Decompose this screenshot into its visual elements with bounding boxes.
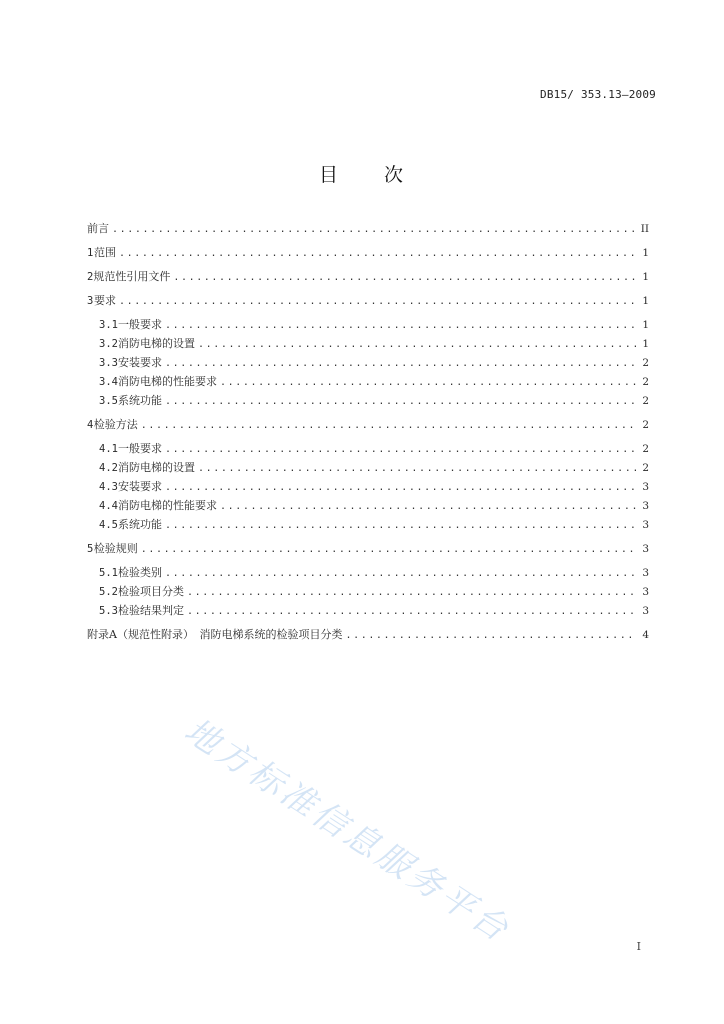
toc-entry-label: 附录A（规范性附录） 消防电梯系统的检验项目分类 [87, 628, 343, 641]
toc-entry[interactable] [87, 439, 649, 458]
toc-leader-dots [187, 583, 636, 602]
toc-leader-dots [165, 440, 636, 459]
toc-entry-page: 1 [642, 295, 649, 307]
toc-entry-number: 5.2 [99, 586, 118, 598]
toc-leader-dots [119, 292, 636, 311]
toc-entry-page: 3 [642, 481, 649, 493]
toc-entry[interactable] [87, 625, 649, 644]
toc-entry-number: 4 [87, 419, 94, 431]
toc-title-right: 次 [384, 164, 406, 186]
document-code: DB15/ 353.13—2009 [540, 88, 656, 101]
page-number: I [636, 940, 641, 953]
toc-entry-label: 一般要求 [117, 442, 162, 455]
toc-entry[interactable] [87, 415, 649, 434]
toc-entry-page: 2 [642, 443, 649, 455]
toc-leader-dots [345, 626, 636, 645]
toc-entry-number: 3.2 [99, 338, 118, 350]
toc-entry[interactable] [87, 315, 649, 334]
toc-entry-label: 一般要求 [117, 318, 162, 331]
toc-leader-dots [198, 459, 636, 478]
toc-entry-label: 消防电梯的性能要求 [117, 499, 217, 512]
toc-leader-dots [141, 416, 636, 435]
toc-leader-dots [165, 316, 636, 335]
toc-entry-number: 5 [87, 543, 94, 555]
toc-entry-number: 3.4 [99, 376, 118, 388]
toc-leader-dots [112, 220, 636, 239]
toc-entry-number: 3 [87, 295, 94, 307]
toc-title-left: 目 [318, 164, 340, 186]
toc-entry-label: 检验结果判定 [117, 604, 184, 617]
toc-entry-label: 范围 [94, 246, 117, 259]
toc-entry-label: 安装要求 [117, 356, 162, 369]
toc-entry-page: 1 [642, 319, 649, 331]
toc-entry-page: 3 [642, 543, 649, 555]
toc-entry-number: 3.3 [99, 357, 118, 369]
toc-entry[interactable] [87, 391, 649, 410]
toc-entry-page: 2 [642, 395, 649, 407]
toc-title [0, 160, 724, 187]
toc-entry-label: 消防电梯的设置 [117, 461, 195, 474]
toc-leader-dots [165, 392, 636, 411]
toc-entry-number: 3.5 [99, 395, 118, 407]
toc-entry-page: 2 [642, 376, 649, 388]
toc-entry[interactable] [87, 372, 649, 391]
toc-entry-label: 安装要求 [117, 480, 162, 493]
toc-entry-number: 5.1 [99, 567, 118, 579]
toc-leader-dots [119, 244, 636, 263]
toc-entry-page: 1 [642, 338, 649, 350]
toc-entry-label: 要求 [94, 294, 117, 307]
toc-entry-page: 3 [642, 605, 649, 617]
toc-entry[interactable] [87, 477, 649, 496]
toc-entry-page: 2 [642, 462, 649, 474]
toc-entry[interactable] [87, 334, 649, 353]
toc-entry[interactable] [87, 515, 649, 534]
toc-entry-number: 1 [87, 247, 94, 259]
toc-leader-dots [198, 335, 636, 354]
toc-entry-label: 检验规则 [93, 542, 138, 555]
toc-entry-number: 4.3 [99, 481, 118, 493]
toc-entry[interactable] [87, 291, 649, 310]
toc-entry-page: 3 [642, 586, 649, 598]
toc-entry-page: 3 [642, 519, 649, 531]
toc-entry-page: 3 [642, 567, 649, 579]
toc-entry[interactable] [87, 243, 649, 262]
toc-entry[interactable] [87, 219, 649, 238]
toc-entry[interactable] [87, 267, 649, 286]
toc-leader-dots [220, 373, 636, 392]
toc-entry-label: 规范性引用文件 [93, 270, 171, 283]
toc-leader-dots [173, 268, 636, 287]
toc-entry-number: 2 [87, 271, 94, 283]
toc-entry[interactable] [87, 458, 649, 477]
toc-leader-dots [165, 354, 636, 373]
toc-entry-label: 前言 [87, 222, 109, 235]
toc-entry-number: 4.4 [99, 500, 118, 512]
toc-entry[interactable] [87, 563, 649, 582]
toc-leader-dots [220, 497, 636, 516]
toc-leader-dots [165, 478, 636, 497]
toc-entry-number: 3.1 [99, 319, 118, 331]
toc-entry-label: 系统功能 [117, 394, 162, 407]
toc-entry-page: 1 [642, 247, 649, 259]
toc-leader-dots [165, 516, 636, 535]
toc-entry-label: 消防电梯的性能要求 [117, 375, 217, 388]
toc-leader-dots [187, 602, 636, 621]
toc-entry-page: 2 [642, 419, 649, 431]
toc-leader-dots [165, 564, 636, 583]
table-of-contents [87, 219, 649, 644]
toc-entry-page: 4 [642, 629, 649, 641]
toc-entry[interactable] [87, 582, 649, 601]
toc-entry-number: 4.2 [99, 462, 118, 474]
toc-entry-label: 系统功能 [117, 518, 162, 531]
toc-entry[interactable] [87, 601, 649, 620]
toc-leader-dots [141, 540, 636, 559]
toc-entry-number: 4.5 [99, 519, 118, 531]
toc-entry-label: 检验类别 [117, 566, 162, 579]
watermark-text: 地方标准信息服务平台 [177, 710, 518, 952]
toc-entry-page: II [640, 223, 649, 235]
toc-entry-label: 检验方法 [93, 418, 138, 431]
toc-entry-page: 1 [642, 271, 649, 283]
toc-entry-label: 消防电梯的设置 [117, 337, 195, 350]
toc-entry-page: 3 [642, 500, 649, 512]
toc-entry-number: 4.1 [99, 443, 118, 455]
toc-entry-page: 2 [642, 357, 649, 369]
toc-entry[interactable] [87, 353, 649, 372]
toc-entry[interactable] [87, 496, 649, 515]
toc-entry-label: 检验项目分类 [117, 585, 184, 598]
toc-entry[interactable] [87, 539, 649, 558]
toc-entry-number: 5.3 [99, 605, 118, 617]
